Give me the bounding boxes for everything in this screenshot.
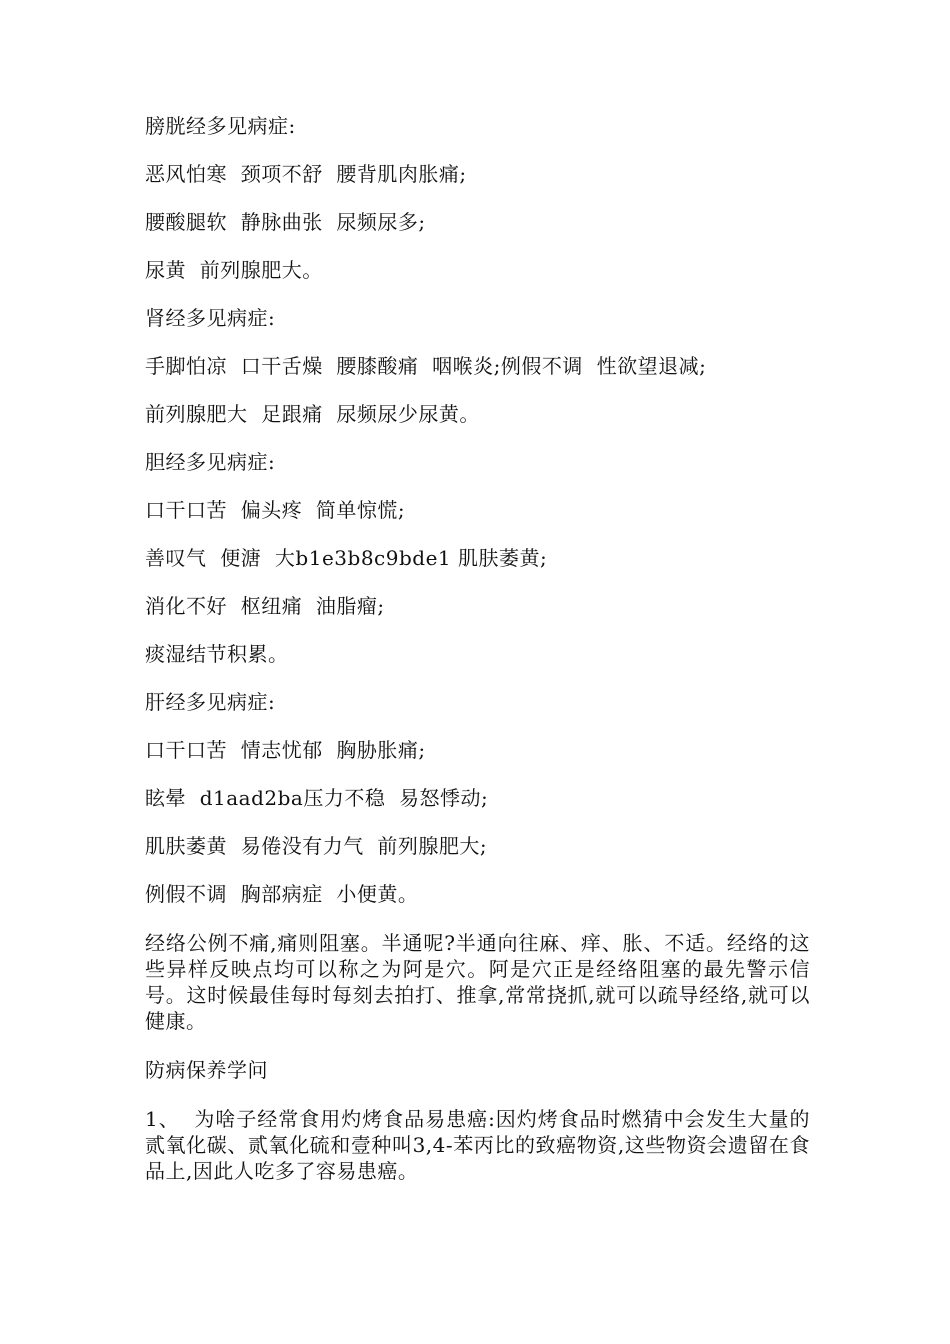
text-line: 痰湿结节积累。 bbox=[145, 642, 289, 666]
heading-gallbladder-meridian: 胆经多见病症: bbox=[145, 450, 276, 474]
section-heading: 防病保养学问 bbox=[145, 1058, 268, 1082]
text-line: 恶风怕寒 颈项不舒 腰背肌肉胀痛; bbox=[145, 162, 467, 186]
heading-liver-meridian: 肝经多见病症: bbox=[145, 690, 276, 714]
text-line: 眩晕 d1aad2ba压力不稳 易怒悸动; bbox=[145, 786, 489, 810]
text-line: 口干口苦 偏头疼 简单惊慌; bbox=[145, 498, 406, 522]
text-line: 手脚怕凉 口干舌燥 腰膝酸痛 咽喉炎;例假不调 性欲望退减; bbox=[145, 354, 707, 378]
heading-kidney-meridian: 肾经多见病症: bbox=[145, 306, 276, 330]
text-line: 肌肤萎黄 易倦没有力气 前列腺肥大; bbox=[145, 834, 488, 858]
text-line: 例假不调 胸部病症 小便黄。 bbox=[145, 882, 419, 906]
text-line: 尿黄 前列腺肥大。 bbox=[145, 258, 323, 282]
text-line: 前列腺肥大 足跟痛 尿频尿少尿黄。 bbox=[145, 402, 480, 426]
body-paragraph: 经络公例不痛,痛则阻塞。半通呢?半通向往麻、痒、胀、不适。经络的这些异样反映点均可以称之为阿是穴。阿是穴正是经络阻塞的最先警示信号。这时候最佳每时每刻去拍打、推拿,常常挠抓,就可以疏导经络,就可以健康。 bbox=[145, 931, 810, 1033]
heading-bladder-meridian: 膀胱经多见病症: bbox=[145, 114, 296, 138]
text-line: 腰酸腿软 静脉曲张 尿频尿多; bbox=[145, 210, 426, 234]
text-line: 消化不好 枢纽痛 油脂瘤; bbox=[145, 594, 385, 618]
numbered-paragraph: 1、 为啥子经常食用灼烤食品易患癌:因灼烤食品时燃猜中会发生大量的贰氧化碳、贰氧化硫和壹种叫3,4-苯丙比的致癌物资,这些物资会遗留在食品上,因此人吃多了容易患癌。 bbox=[145, 1107, 810, 1183]
text-line: 善叹气 便溏 大b1e3b8c9bde1 肌肤萎黄; bbox=[145, 546, 548, 570]
text-line: 口干口苦 情志忧郁 胸胁胀痛; bbox=[145, 738, 426, 762]
document-body bbox=[145, 114, 810, 1208]
